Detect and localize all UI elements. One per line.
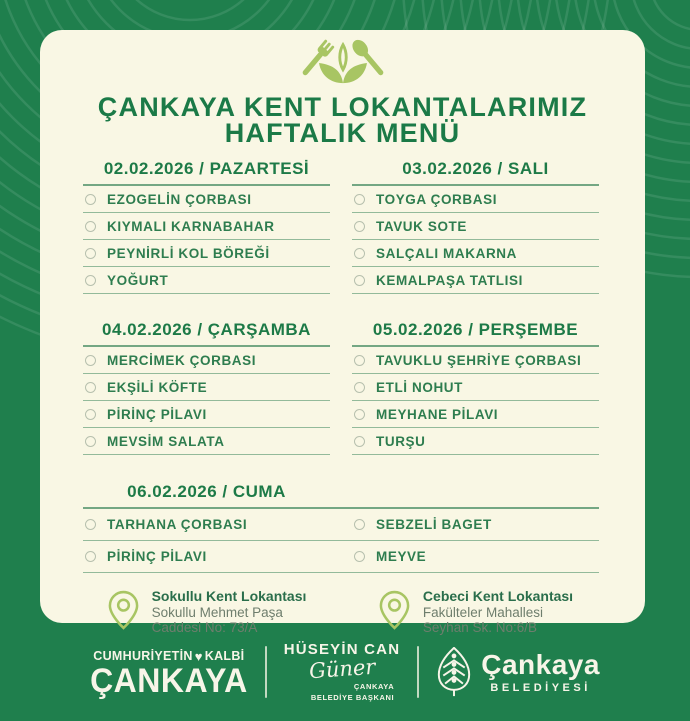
bullet-circle-icon: [85, 194, 96, 205]
menu-item-label: MERCİMEK ÇORBASI: [107, 352, 257, 368]
slogan-word-1: CUMHURİYETİN: [93, 649, 193, 663]
municipality-text: [481, 648, 600, 694]
menu-item-label: TAVUK SOTE: [376, 218, 468, 234]
menu-item: [83, 240, 330, 267]
menu-item: [83, 267, 330, 294]
menu-item: [352, 267, 599, 294]
day-block-tuesday: [352, 159, 599, 294]
mayor-name: HÜSEYİN CAN: [283, 641, 401, 659]
day-header-wednesday: 04.02.2026 / ÇARŞAMBA: [83, 320, 330, 347]
menu-item-label: SEBZELİ BAGET: [376, 517, 492, 532]
day-block-friday: [83, 482, 599, 573]
friday-row: [83, 541, 599, 573]
location-address-line1: Fakülteler Mahallesi: [422, 604, 543, 620]
municipality-logo-block: [436, 647, 600, 697]
friday-row: [83, 509, 599, 541]
day-block-monday: [83, 159, 330, 294]
menu-item-label: KEMALPAŞA TATLISI: [376, 272, 523, 288]
day-header-friday-rule: [83, 482, 599, 509]
menu-item-label: PİRİNÇ PİLAVI: [107, 406, 207, 422]
slogan-main: ÇANKAYA: [90, 660, 248, 700]
menu-item: [83, 186, 330, 213]
menu-item: [352, 213, 599, 240]
bullet-circle-icon: [85, 551, 96, 562]
menu-item: [352, 541, 599, 572]
location-address-line2: Caddesi No: 73/A: [151, 620, 258, 636]
menu-item-label: TARHANA ÇORBASI: [107, 517, 248, 532]
menu-item: [83, 374, 330, 401]
menu-item: [352, 240, 599, 267]
menu-item-label: EZOGELİN ÇORBASI: [107, 191, 252, 207]
menu-item-label: ETLİ NOHUT: [376, 379, 463, 395]
slogan-word-2: KALBİ: [204, 649, 245, 663]
menu-item-label: TURŞU: [376, 433, 426, 449]
menu-item: [83, 347, 330, 374]
location-name: Cebeci Kent Lokantası: [422, 588, 574, 604]
menu-item: [352, 347, 599, 374]
bullet-circle-icon: [354, 436, 365, 447]
mayor-signature-block: [284, 641, 401, 702]
bullet-circle-icon: [85, 221, 96, 232]
mayor-title-line2: BELEDİYE BAŞKANI: [310, 692, 395, 702]
menu-item-label: MEVSİM SALATA: [107, 433, 225, 449]
menu-item: [352, 401, 599, 428]
day-grid: [83, 159, 599, 455]
mayor-title: [284, 682, 401, 702]
menu-item: [352, 186, 599, 213]
day-header-friday: 06.02.2026 / CUMA: [127, 482, 286, 501]
bullet-circle-icon: [354, 248, 365, 259]
bullet-circle-icon: [354, 551, 365, 562]
bullet-circle-icon: [354, 409, 365, 420]
menu-item-label: PİRİNÇ PİLAVI: [107, 549, 207, 564]
cankaya-slogan-logo: [90, 648, 248, 700]
menu-item: [83, 541, 330, 572]
bullet-circle-icon: [85, 355, 96, 366]
menu-item: [352, 428, 599, 455]
footer-divider: [265, 646, 267, 698]
menu-item-label: EKŞİLİ KÖFTE: [107, 379, 208, 395]
menu-item-label: SALÇALI MAKARNA: [376, 245, 517, 261]
leaf-icon: [436, 647, 472, 697]
menu-item-label: MEYHANE PİLAVI: [376, 406, 499, 422]
day-header-thursday: 05.02.2026 / PERŞEMBE: [352, 320, 599, 347]
bullet-circle-icon: [85, 519, 96, 530]
bullet-circle-icon: [354, 194, 365, 205]
day-header-monday: 02.02.2026 / PAZARTESİ: [83, 159, 330, 186]
day-block-thursday: [352, 320, 599, 455]
municipality-name: Çankaya: [481, 648, 600, 680]
menu-item: [83, 509, 330, 540]
bullet-circle-icon: [85, 382, 96, 393]
title-line-1: ÇANKAYA KENT LOKANTALARIMIZ: [97, 92, 588, 122]
menu-item-label: PEYNİRLİ KOL BÖREĞİ: [107, 245, 270, 261]
menu-item-label: YOĞURT: [107, 272, 169, 288]
menu-card: [40, 30, 645, 636]
heart-icon: ♥: [194, 648, 203, 664]
menu-item: [83, 401, 330, 428]
menu-item: [83, 428, 330, 455]
menu-item-label: TOYGA ÇORBASI: [376, 191, 498, 207]
footer-brand-bar: [0, 623, 690, 721]
mayor-signature: Güner: [308, 655, 376, 684]
bullet-circle-icon: [354, 355, 365, 366]
fork-spoon-leaves-icon: [295, 39, 391, 85]
title-line-2: HAFTALIK MENÜ: [224, 118, 461, 148]
bullet-circle-icon: [85, 275, 96, 286]
location-address-line2: Seyhan Sk. No:6/B: [422, 620, 537, 636]
bullet-circle-icon: [354, 275, 365, 286]
page-title: [40, 94, 645, 146]
municipality-sub: BELEDİYESİ: [490, 681, 591, 694]
day-header-tuesday: 03.02.2026 / SALI: [352, 159, 599, 186]
bullet-circle-icon: [354, 519, 365, 530]
bullet-circle-icon: [85, 409, 96, 420]
bullet-circle-icon: [85, 436, 96, 447]
menu-item: [352, 509, 599, 540]
footer-divider: [417, 646, 419, 698]
menu-item: [352, 374, 599, 401]
weekly-menu: [83, 159, 599, 573]
menu-item-label: MEYVE: [376, 549, 427, 564]
bullet-circle-icon: [354, 382, 365, 393]
menu-item-label: TAVUKLU ŞEHRİYE ÇORBASI: [376, 352, 582, 368]
bullet-circle-icon: [85, 248, 96, 259]
menu-item: [83, 213, 330, 240]
location-name: Sokullu Kent Lokantası: [151, 588, 307, 604]
menu-item-label: KIYMALI KARNABAHAR: [107, 218, 275, 234]
bullet-circle-icon: [354, 221, 365, 232]
location-address-line1: Sokullu Mehmet Paşa: [151, 604, 283, 620]
mayor-title-line1: ÇANKAYA: [353, 682, 395, 692]
day-block-wednesday: [83, 320, 330, 455]
